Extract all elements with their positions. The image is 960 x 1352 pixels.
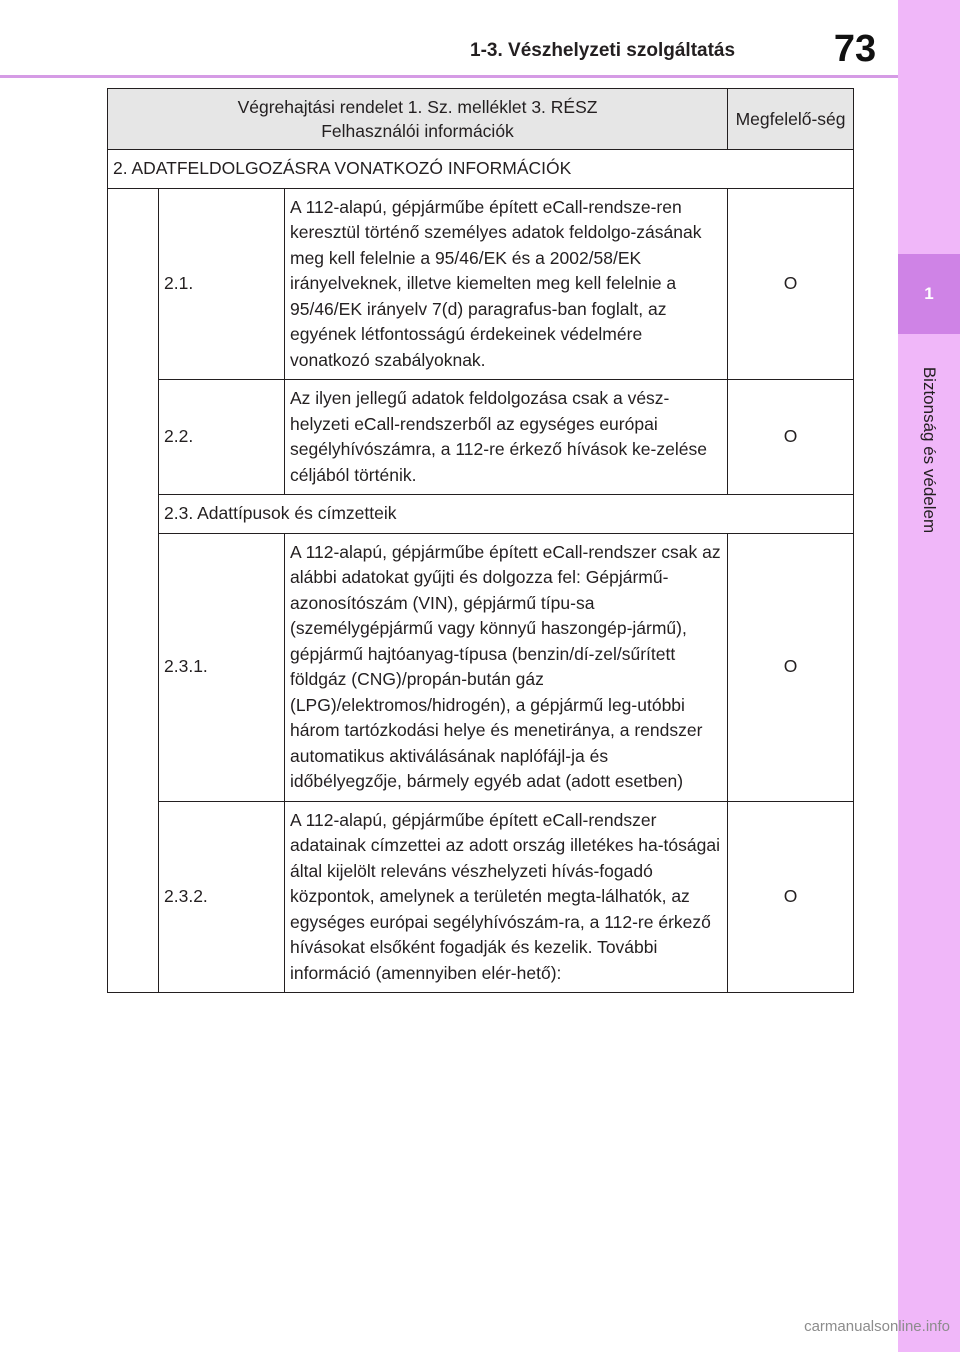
- row-text: A 112-alapú, gépjárműbe épített eCall-rendszer csak az alábbi adatokat gyűjti és dolgozza fel: Gépjármű-azonosítószám (VIN), gépjármű típu-sa (személygépjármű vagy könnyű haszongép-jármű), gépjármű hajtóanyag-típusa (benzin/dí-zel/sűrített földgáz (CNG)/propán-bután gáz (LPG)/elektromos/hidrogén), a gépjármű leg-utóbbi három tartózkodási helye és menetiránya, a rendszer automatikus aktiválásának naplófájl-ja és időbélyegzője, bármely egyéb adat (adott esetben): [285, 533, 728, 801]
- watermark: carmanualsonline.info: [804, 1318, 950, 1335]
- page-number: 73: [833, 28, 877, 70]
- section-row: [108, 150, 854, 189]
- row-conformity: O: [728, 188, 854, 380]
- table-header-row: [108, 89, 854, 150]
- row-number: 2.3.1.: [159, 533, 285, 801]
- row-number: 2.2.: [159, 380, 285, 495]
- table-row: [108, 533, 854, 801]
- row-number: 2.1.: [159, 188, 285, 380]
- chapter-title: Biztonság és védelem: [920, 366, 939, 534]
- row-conformity: O: [728, 533, 854, 801]
- header-title-line2: Felhasználói információk: [321, 121, 514, 141]
- section-title: 1-3. Vészhelyzeti szolgáltatás: [470, 40, 736, 61]
- section-2-title: 2. ADATFELDOLGOZÁSRA VONATKOZÓ INFORMÁCIÓK: [108, 150, 854, 189]
- table-header-title: [108, 89, 728, 150]
- header-divider: [0, 75, 898, 78]
- table-row: [108, 801, 854, 993]
- chapter-number-tab[interactable]: 1: [898, 254, 960, 334]
- chapter-sidebar: [898, 0, 960, 1352]
- indent-cell: [108, 188, 159, 993]
- section-2-3-title: 2.3. Adattípusok és címzetteik: [159, 495, 854, 534]
- header-title-line1: Végrehajtási rendelet 1. Sz. melléklet 3. RÉSZ: [237, 97, 598, 117]
- row-text: A 112-alapú, gépjárműbe épített eCall-rendsze-ren keresztül történő személyes adatok feldolgo-zásának meg kell felelnie a 95/46/EK és a 2002/58/EK irányelveknek, illetve kiemelten meg kell felelnie a 95/46/EK irányelv 7(d) paragrafus-ban foglalt, az egyének létfontosságú érdekeinek védelmére vonatkozó szabályoknak.: [285, 188, 728, 380]
- user-info-table: [107, 88, 854, 993]
- table-row: [108, 380, 854, 495]
- section-row: [108, 495, 854, 534]
- row-conformity: O: [728, 801, 854, 993]
- row-number: 2.3.2.: [159, 801, 285, 993]
- row-text: Az ilyen jellegű adatok feldolgozása csak a vész-helyzeti eCall-rendszerből az egységes európai segélyhívószámra, a 112-re érkező hívások ke-zelése céljából történik.: [285, 380, 728, 495]
- row-conformity: O: [728, 380, 854, 495]
- row-text: A 112-alapú, gépjárműbe épített eCall-rendszer adatainak címzettei az adott ország illetékes ha-tóságai által kijelölt releváns vészhelyzeti hívás-fogadó központok, amelynek a területén megta-lálhatók, az egységes európai segélyhívószám-ra, a 112-re érkező hívásokat elsőként fogadják és kezelik. További információ (amennyiben elér-hető):: [285, 801, 728, 993]
- table-header-conformity: Megfelelő-ség: [728, 89, 854, 150]
- table-row: [108, 188, 854, 380]
